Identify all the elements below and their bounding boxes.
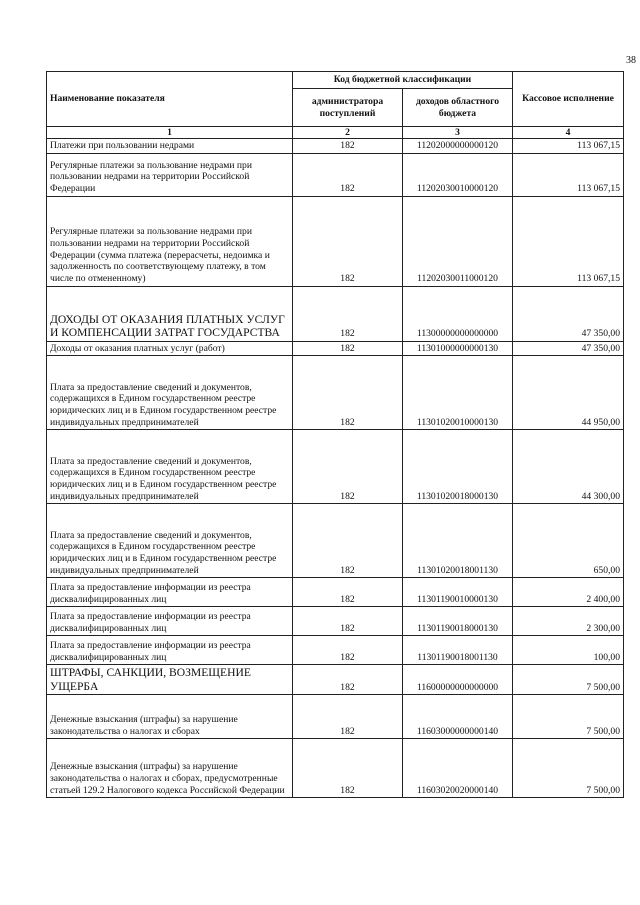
row-income-code: 11301190010000130 <box>403 578 513 607</box>
row-amount: 100,00 <box>513 636 624 665</box>
row-admin-code: 182 <box>293 739 403 798</box>
row-income-code: 11301190018000130 <box>403 607 513 636</box>
table-row <box>47 139 624 154</box>
column-number: 3 <box>403 127 513 139</box>
row-name: Доходы от оказания платных услуг (работ) <box>47 341 293 356</box>
row-income-code: 11301190018001130 <box>403 636 513 665</box>
row-admin-code: 182 <box>293 196 403 286</box>
row-amount: 47 350,00 <box>513 341 624 356</box>
row-name: ДОХОДЫ ОТ ОКАЗАНИЯ ПЛАТНЫХ УСЛУГ И КОМПЕНСАЦИИ ЗАТРАТ ГОСУДАРСТВА <box>47 286 293 341</box>
budget-table <box>46 71 624 798</box>
row-admin-code: 182 <box>293 356 403 430</box>
row-income-code: 11600000000000000 <box>403 665 513 695</box>
row-amount: 113 067,15 <box>513 196 624 286</box>
row-amount: 2 400,00 <box>513 578 624 607</box>
row-amount: 7 500,00 <box>513 739 624 798</box>
row-admin-code: 182 <box>293 341 403 356</box>
header-name: Наименование показателя <box>47 72 293 127</box>
table-row <box>47 578 624 607</box>
row-amount: 47 350,00 <box>513 286 624 341</box>
table-row <box>47 504 624 578</box>
row-name: Плата за предоставление сведений и документов, содержащихся в Едином государственном реестре юридических лиц и в Едином государственном реестре индивидуальных предпринимателей <box>47 504 293 578</box>
column-number: 4 <box>513 127 624 139</box>
row-amount: 7 500,00 <box>513 665 624 695</box>
row-name: Денежные взыскания (штрафы) за нарушение законодательства о налогах и сборах <box>47 695 293 739</box>
row-income-code: 11202000000000120 <box>403 139 513 154</box>
row-amount: 113 067,15 <box>513 153 624 196</box>
row-name: Плата за предоставление сведений и документов, содержащихся в Едином государственном реестре юридических лиц и в Едином государственном реестре индивидуальных предпринимателей <box>47 356 293 430</box>
row-income-code: 11301020018001130 <box>403 504 513 578</box>
row-admin-code: 182 <box>293 430 403 504</box>
table-row <box>47 356 624 430</box>
row-admin-code: 182 <box>293 139 403 154</box>
table-row <box>47 695 624 739</box>
header-admin: администратора поступлений <box>293 89 403 127</box>
row-income-code: 11301020010000130 <box>403 356 513 430</box>
table-row <box>47 196 624 286</box>
row-name: Плата за предоставление информации из реестра дисквалифицированных лиц <box>47 578 293 607</box>
row-admin-code: 182 <box>293 153 403 196</box>
row-amount: 7 500,00 <box>513 695 624 739</box>
row-income-code: 11301020018000130 <box>403 430 513 504</box>
row-name: Регулярные платежи за пользование недрами при пользовании недрами на территории Российской Федерации <box>47 153 293 196</box>
table-row <box>47 665 624 695</box>
row-admin-code: 182 <box>293 695 403 739</box>
row-income-code: 11301000000000130 <box>403 341 513 356</box>
header-income: доходов областного бюджета <box>403 89 513 127</box>
header-code-group: Код бюджетной классификации <box>293 72 513 89</box>
row-name: Плата за предоставление информации из реестра дисквалифицированных лиц <box>47 636 293 665</box>
row-admin-code: 182 <box>293 286 403 341</box>
row-income-code: 11202030010000120 <box>403 153 513 196</box>
row-amount: 650,00 <box>513 504 624 578</box>
table-row <box>47 607 624 636</box>
row-amount: 44 300,00 <box>513 430 624 504</box>
row-amount: 44 950,00 <box>513 356 624 430</box>
row-name: Платежи при пользовании недрами <box>47 139 293 154</box>
row-admin-code: 182 <box>293 665 403 695</box>
table-row <box>47 430 624 504</box>
row-name: Плата за предоставление информации из реестра дисквалифицированных лиц <box>47 607 293 636</box>
table-row <box>47 341 624 356</box>
row-admin-code: 182 <box>293 636 403 665</box>
row-income-code: 11202030011000120 <box>403 196 513 286</box>
row-admin-code: 182 <box>293 504 403 578</box>
row-admin-code: 182 <box>293 578 403 607</box>
row-name: Денежные взыскания (штрафы) за нарушение законодательства о налогах и сборах, предусмотренные статьей 129.2 Налогового кодекса Российской Федерации <box>47 739 293 798</box>
row-admin-code: 182 <box>293 607 403 636</box>
row-income-code: 11603020020000140 <box>403 739 513 798</box>
row-name: Плата за предоставление сведений и документов, содержащихся в Едином государственном реестре юридических лиц и в Едином государственном реестре индивидуальных предпринимателей <box>47 430 293 504</box>
header-execution: Кассовое исполнение <box>513 72 624 127</box>
row-income-code: 11603000000000140 <box>403 695 513 739</box>
row-amount: 113 067,15 <box>513 139 624 154</box>
column-number: 1 <box>47 127 293 139</box>
table-row <box>47 636 624 665</box>
page-number: 38 <box>626 55 636 66</box>
table-row <box>47 153 624 196</box>
row-name: ШТРАФЫ, САНКЦИИ, ВОЗМЕЩЕНИЕ УЩЕРБА <box>47 665 293 695</box>
column-number: 2 <box>293 127 403 139</box>
table-row <box>47 739 624 798</box>
table-row <box>47 286 624 341</box>
row-income-code: 11300000000000000 <box>403 286 513 341</box>
row-name: Регулярные платежи за пользование недрами при пользовании недрами на территории Российской Федерации (сумма платежа (перерасчеты, недоимка и задолженность по соответствующему платежу, в том числе по отмененному) <box>47 196 293 286</box>
row-amount: 2 300,00 <box>513 607 624 636</box>
